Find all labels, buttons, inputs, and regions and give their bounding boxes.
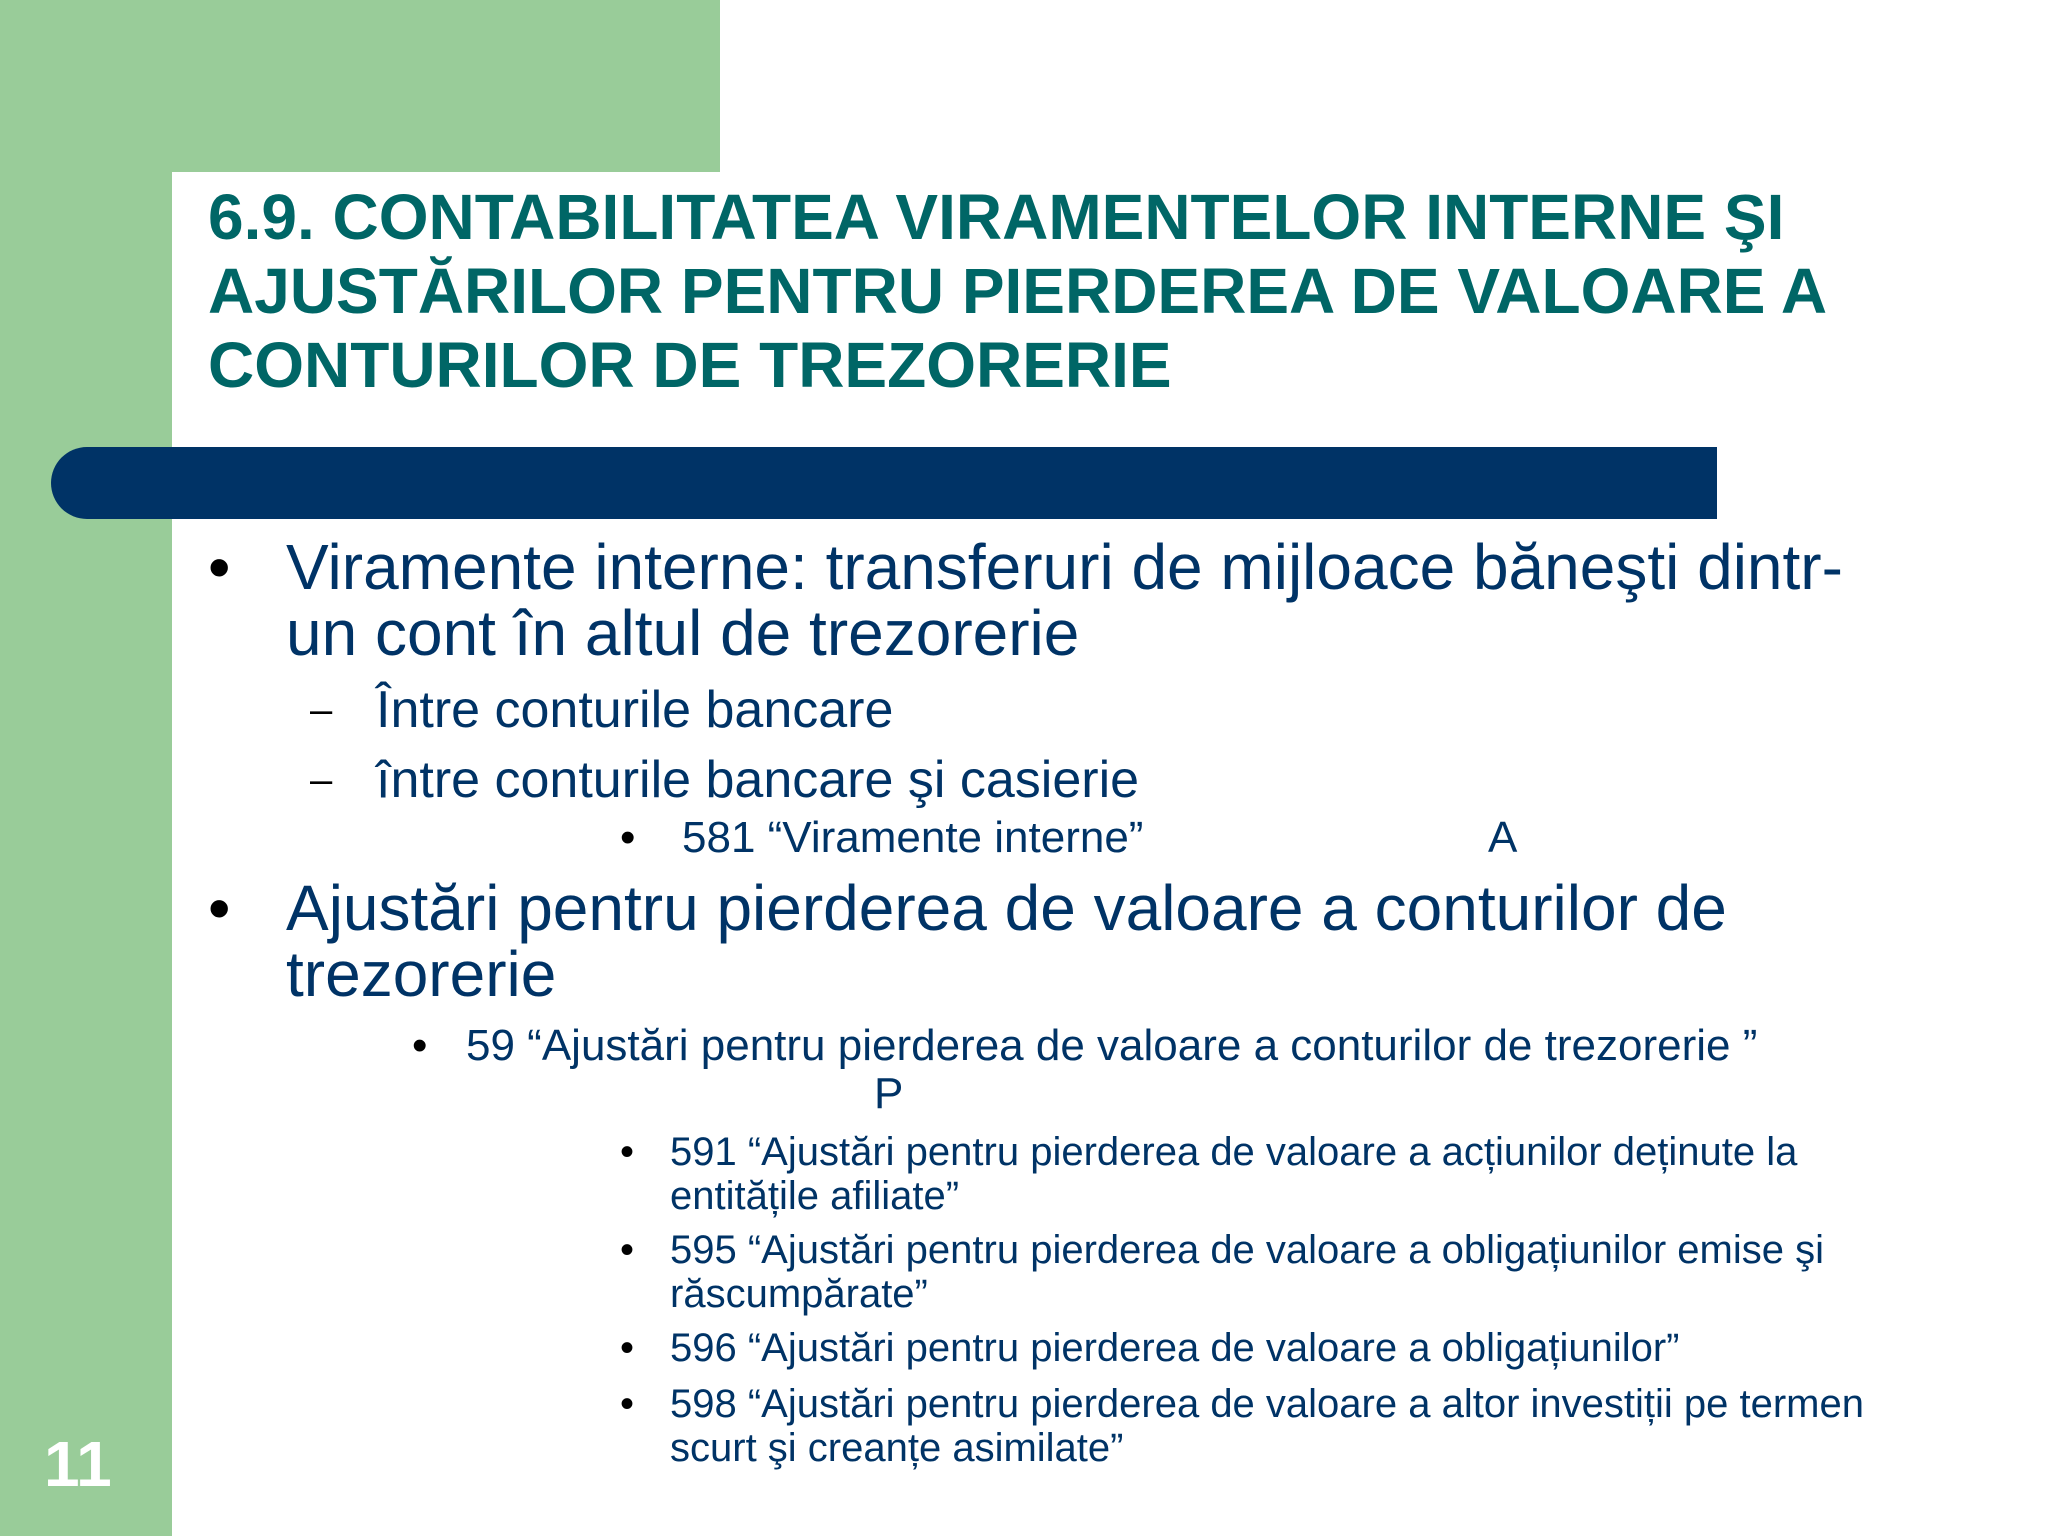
bullet-icon: • [620, 1228, 635, 1272]
bullet-icon: • [620, 1326, 635, 1370]
bullet-icon: • [208, 531, 231, 603]
bullet-icon: • [412, 1021, 428, 1070]
bullet-icon: • [620, 1382, 635, 1426]
account-596: 596 “Ajustări pentru pierderea de valoare a obligațiunilor” [670, 1326, 1680, 1370]
dash-icon: – [310, 758, 333, 802]
bullet-icon: • [620, 813, 636, 862]
account-59-type: P [874, 1069, 904, 1118]
account-59: 59 “Ajustări pentru pierderea de valoare a conturilor de trezorerie ” [466, 1021, 1758, 1070]
account-591: 591 “Ajustări pentru pierderea de valoare a acțiunilor deținute la entitățile afiliate” [670, 1130, 1798, 1218]
account-595: 595 “Ajustări pentru pierderea de valoare a obligațiunilor emise şi răscumpărate” [670, 1228, 1824, 1316]
green-side-band [0, 0, 172, 1536]
account-598: 598 “Ajustări pentru pierderea de valoare a altor investiții pe termen scurt şi creanțe asimilate” [670, 1382, 1864, 1470]
account-581: 581 “Viramente interne” [682, 813, 1144, 862]
dash-icon: – [310, 688, 333, 732]
list-item-intre-conturile-bancare: Între conturile bancare [376, 681, 894, 739]
title-divider-bar [51, 447, 1717, 519]
green-top-band [0, 0, 720, 172]
list-item-intre-conturile-casierie: între conturile bancare şi casierie [376, 751, 1140, 809]
account-581-type: A [1488, 813, 1518, 862]
bullet-icon: • [620, 1130, 635, 1174]
list-item-ajustari: Ajustări pentru pierderea de valoare a conturilor de trezorerie [286, 872, 1727, 1010]
bullet-icon: • [208, 872, 231, 944]
slide-title: 6.9. CONTABILITATEA VIRAMENTELOR INTERNE ŞI AJUSTĂRILOR PENTRU PIERDEREA DE VALOARE A CONTURILOR DE TREZORERIE [208, 181, 1825, 401]
list-item-viramente: Viramente interne: transferuri de mijloace băneşti dintr-un cont în altul de trezorerie [286, 531, 1843, 669]
slide-number: 11 [44, 1428, 112, 1500]
